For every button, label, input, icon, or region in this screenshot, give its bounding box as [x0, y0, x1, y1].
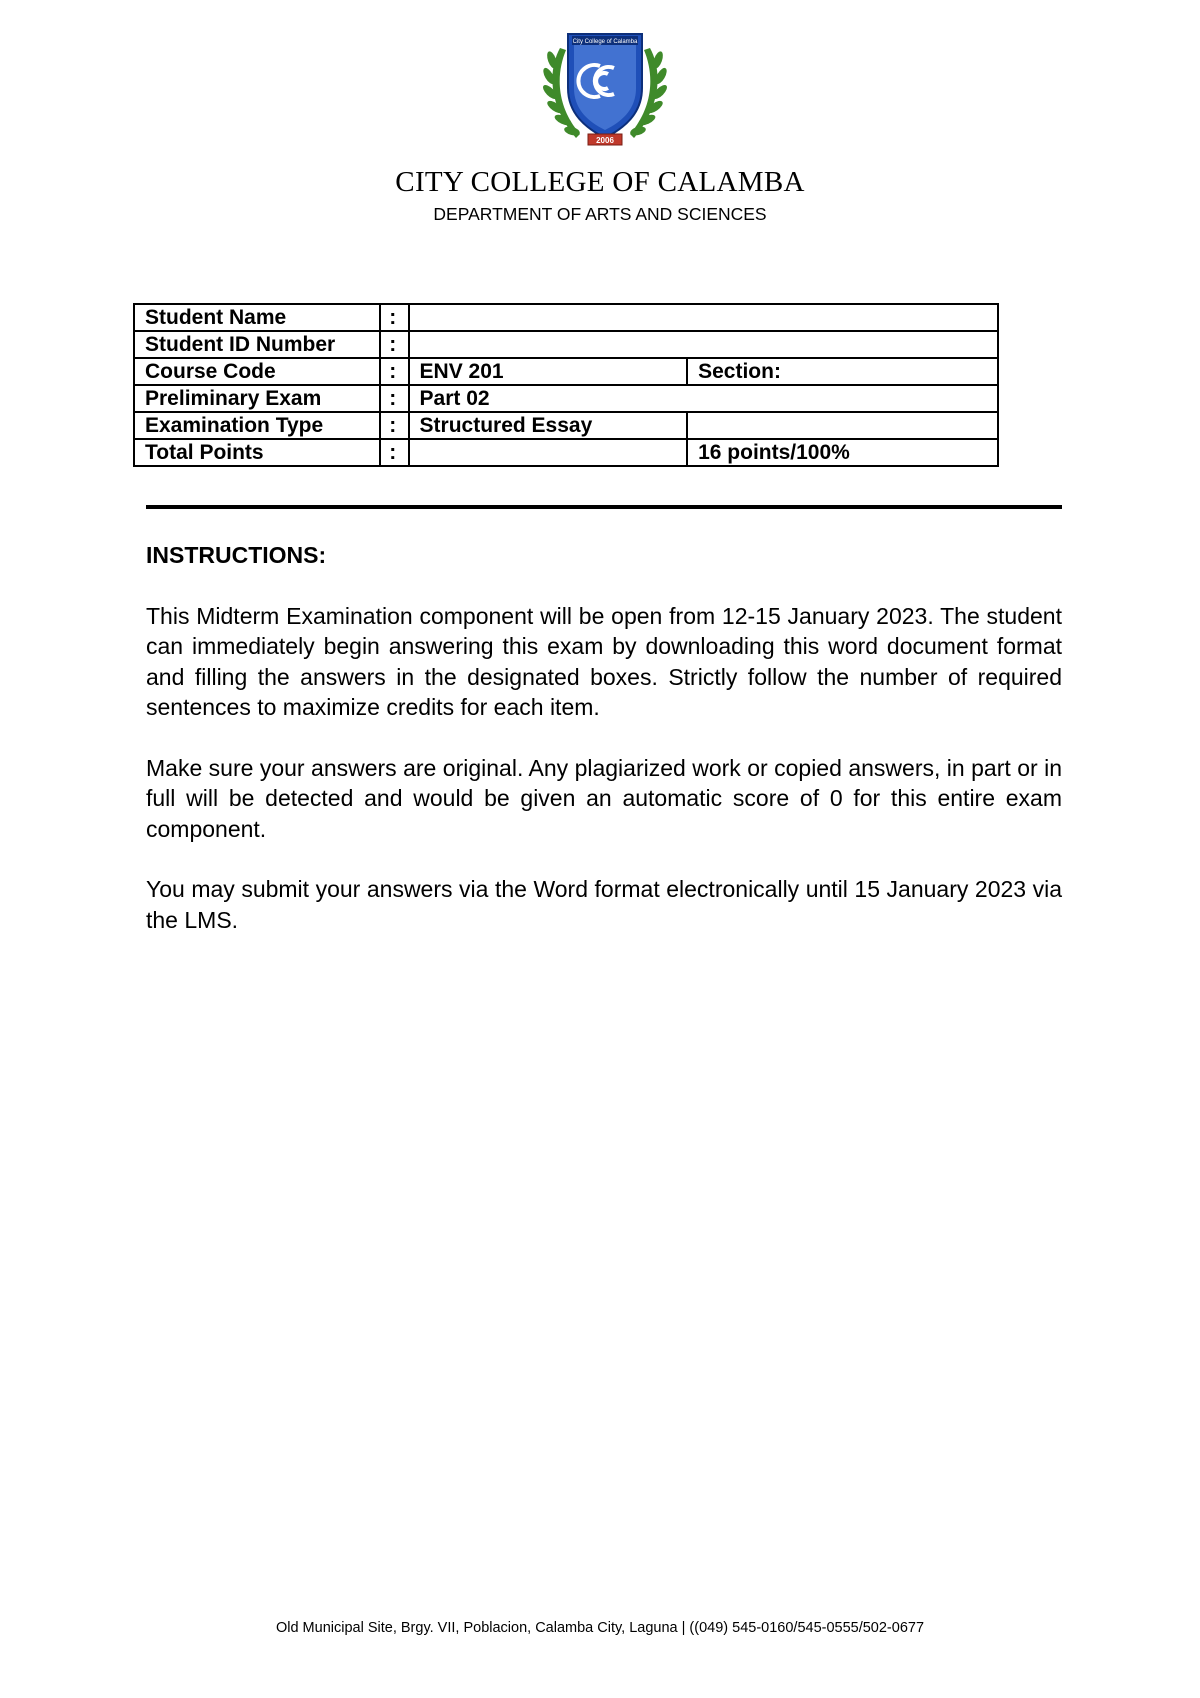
- info-separator: :: [380, 304, 408, 331]
- info-label: Course Code: [134, 358, 380, 385]
- seal-text: City College of Calamba: [572, 39, 638, 45]
- info-value: [409, 439, 688, 466]
- info-separator: :: [380, 439, 408, 466]
- info-value: Part 02: [409, 385, 998, 412]
- exam-info-table: [133, 303, 999, 467]
- footer-address: Old Municipal Site, Brgy. VII, Poblacion, Calamba City, Laguna | ((049) 545-0160/545-0555/502-0677: [275, 1620, 925, 1636]
- instructions-paragraph: You may submit your answers via the Word format electronically until 15 January 2023 via the LMS.: [146, 876, 1062, 933]
- info-extra: Section:: [687, 358, 998, 385]
- info-row: [134, 331, 998, 358]
- info-label: Student Name: [134, 304, 380, 331]
- info-row: [134, 304, 998, 331]
- horizontal-divider: [146, 505, 1062, 509]
- info-row: [134, 439, 998, 466]
- info-row: [134, 358, 998, 385]
- info-separator: :: [380, 385, 408, 412]
- info-label: Total Points: [134, 439, 380, 466]
- info-extra: 16 points/100%: [687, 439, 998, 466]
- info-separator: :: [380, 412, 408, 439]
- department-name: DEPARTMENT OF ARTS AND SCIENCES: [433, 204, 767, 224]
- college-name: CITY COLLEGE OF CALAMBA: [395, 166, 805, 198]
- instructions-paragraph: Make sure your answers are original. Any plagiarized work or copied answers, in part or in full will be detected and would be given an automatic score of 0 for this entire exam component.: [146, 754, 1062, 842]
- instructions-heading: INSTRUCTIONS:: [146, 542, 327, 568]
- college-seal-icon: [538, 30, 672, 152]
- instructions-section: [146, 540, 1062, 965]
- info-row: [134, 385, 998, 412]
- info-label: Examination Type: [134, 412, 380, 439]
- info-separator: :: [380, 358, 408, 385]
- info-value: [409, 304, 998, 331]
- info-extra: [687, 412, 998, 439]
- info-row: [134, 412, 998, 439]
- info-separator: :: [380, 331, 408, 358]
- info-value: [409, 331, 998, 358]
- instructions-paragraph: This Midterm Examination component will be open from 12-15 January 2023. The student can immediately begin answering this exam by downloading this word document format and filling the answers in the designated boxes. Strictly follow the number of required sentences to maximize credits for each item.: [146, 602, 1062, 720]
- seal-year: 2006: [596, 136, 614, 145]
- info-label: Preliminary Exam: [134, 385, 380, 412]
- info-value: ENV 201: [409, 358, 688, 385]
- info-value: Structured Essay: [409, 412, 688, 439]
- info-label: Student ID Number: [134, 331, 380, 358]
